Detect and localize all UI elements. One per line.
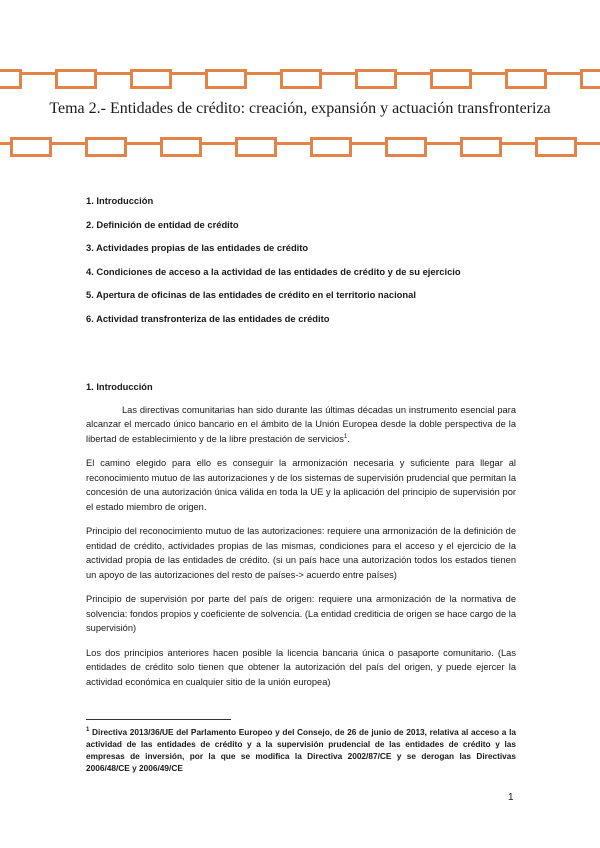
footnote-reference[interactable]: 1 [343, 433, 348, 440]
toc-item[interactable]: 5. Apertura de oficinas de las entidades de crédito en el territorio nacional [86, 289, 416, 300]
footnote [86, 726, 516, 774]
footnote-separator [86, 719, 231, 720]
toc-item[interactable]: 3. Actividades propias de las entidades de crédito [86, 242, 309, 253]
section-heading: 1. Introducción [86, 382, 153, 392]
section-introduction [86, 380, 516, 699]
toc-item[interactable]: 6. Actividad transfronteriza de las entidades de crédito [86, 312, 330, 324]
table-of-contents [86, 196, 526, 337]
toc-item[interactable]: 2. Definición de entidad de crédito [86, 218, 239, 230]
toc-item[interactable]: 1. Introducción [86, 195, 154, 206]
paragraph-3: Principio del reconocimiento mutuo de las autorizaciones: requiere una armonización de la definición de entidad de crédito, actividades propias de las mismas, condiciones para el acceso y el ejercicio de la actividad propia de las entidades de crédito. (si un país hace una autorización todos los estados tienen un apoyo de las autorizaciones del resto de países-> acuerdo entre países) [86, 526, 516, 580]
paragraph-1-text: Las directivas comunitarias han sido durante las últimas décadas un instrumento esencial para alcanzar el mercado único bancario en el ámbito de la Unión Europea desde la doble perspectiva de la libertad de establecimiento y de la libre prestación de servicios [86, 404, 516, 444]
header-decoration-top [0, 69, 600, 97]
paragraph-2: El camino elegido para ello es conseguir la armonización necesaria y suficiente para llegar al reconocimiento mutuo de las autorizaciones y de los sistemas de supervisión prudencial que permitan la concesión de una autorización única válida en toda la UE y la aplicación del principio de supervisión por el estado miembro de origen. [86, 458, 516, 512]
page-number: 1 [508, 792, 514, 803]
header-decoration-bottom [0, 132, 600, 160]
document-title: Tema 2.- Entidades de crédito: creación, expansión y actuación transfronteriza [49, 100, 551, 117]
footnote-mark: 1 [86, 727, 90, 734]
paragraph-5: Los dos principios anteriores hacen posible la licencia bancaria única o pasaporte comunitario. (Las entidades de crédito solo tienen que obtener la autorización del país del origen, y puede ejercer la actividad económica en cualquier sitio de la unión europea) [86, 647, 516, 687]
paragraph-1: Las directivas comunitarias han sido durante las últimas décadas un instrumento esencial para alcanzar el mercado único bancario en el ámbito de la Unión Europea desde la doble perspectiva de la libertad de establecimiento y de la libre prestación de servicios$^1$. [86, 404, 516, 444]
toc-item[interactable]: 4. Condiciones de acceso a la actividad de las entidades de crédito y de su ejercicio [86, 265, 461, 277]
footnote-text: Directiva 2013/36/UE del Parlamento Europeo y del Consejo, de 26 de junio de 2013, relativa al acceso a la actividad de las entidades de crédito y a la supervisión prudencial de las entidades de crédito y las empresas de inversión, por la que se modifica la Directiva 2002/87/CE y se derogan las Directivas 2006/48/CE y 2006/49/CE [86, 727, 516, 773]
paragraph-4: Principio de supervisión por parte del país de origen: requiere una armonización de la normativa de solvencia: fondos propios y coeficiente de solvencia. (La entidad crediticia de origen se hace cargo de la supervisión) [86, 594, 516, 633]
